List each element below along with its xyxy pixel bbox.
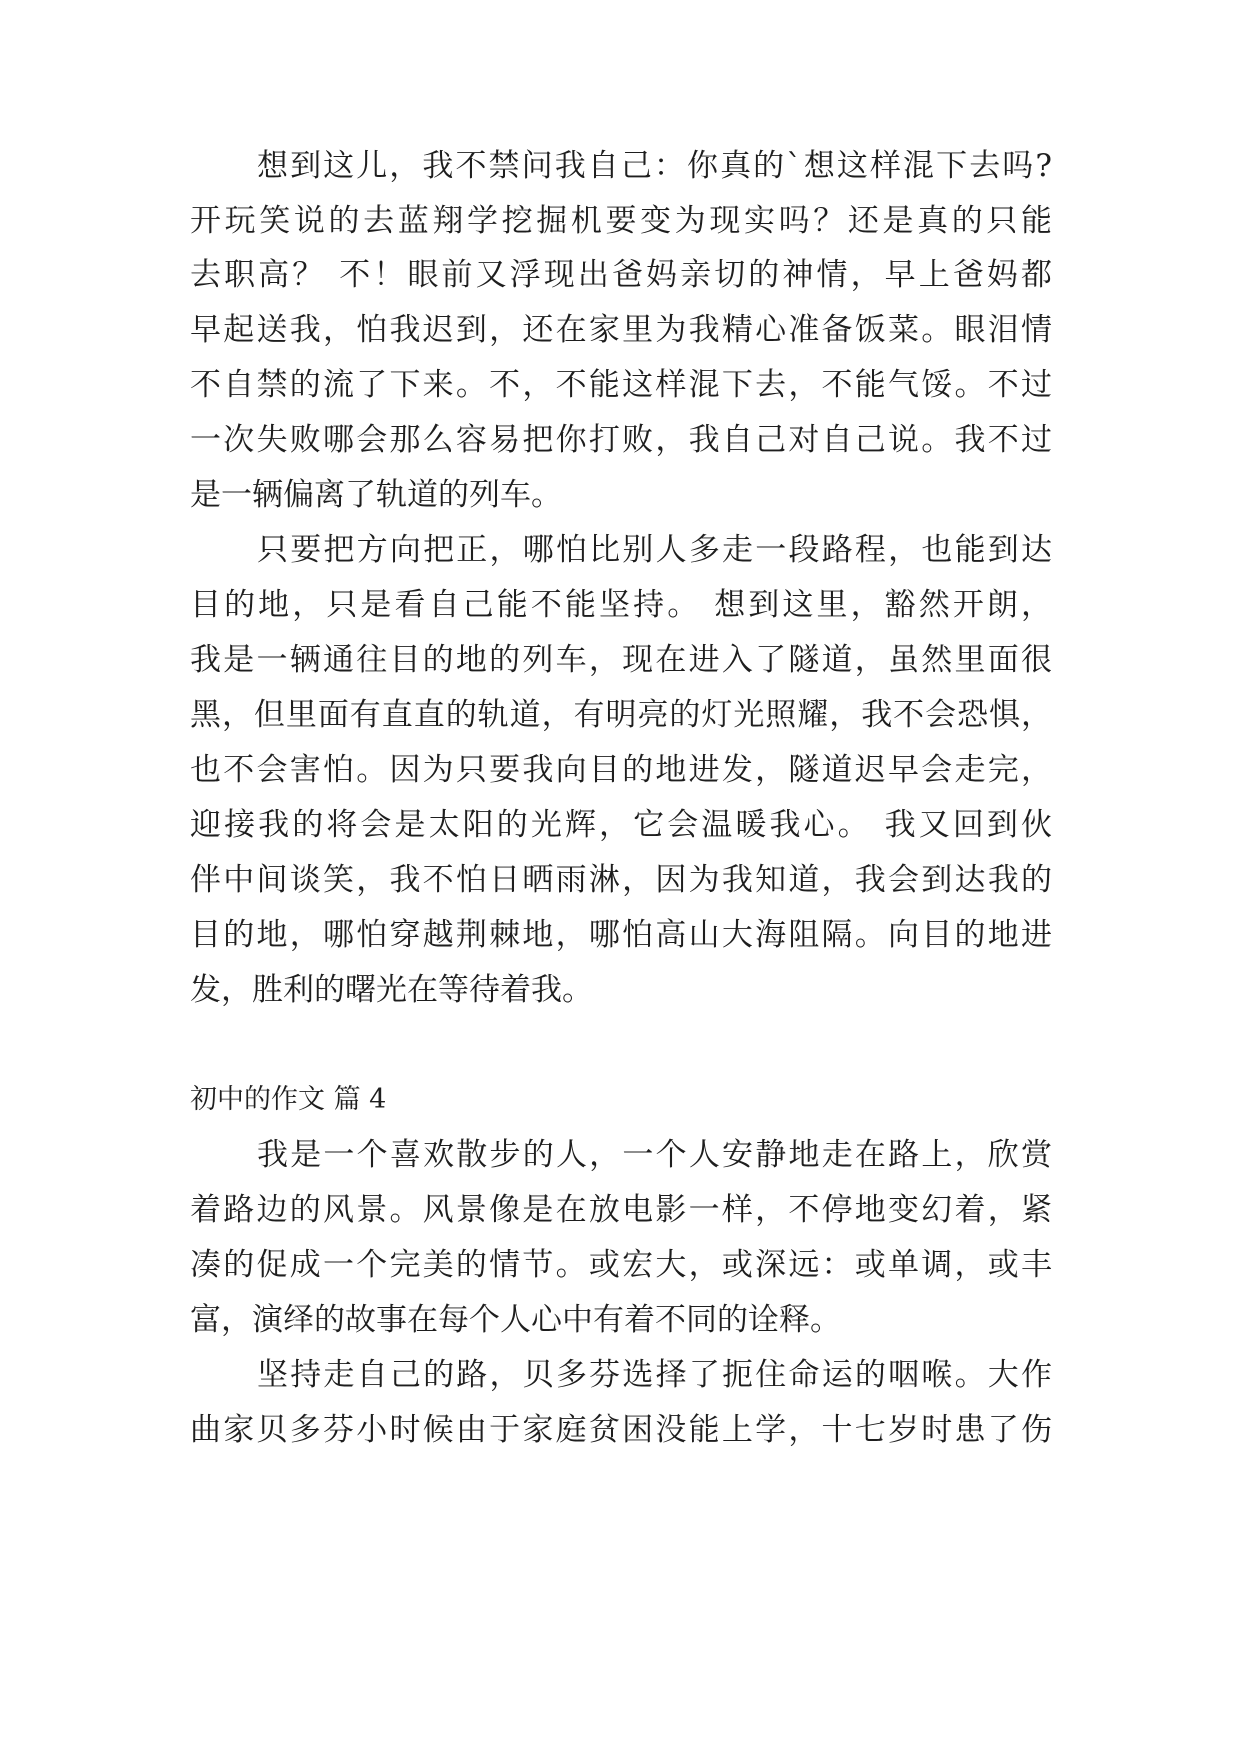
paragraph-line: 富，演绎的故事在每个人心中有着不同的诠释。 [190, 1302, 841, 1338]
section-heading: 初中的作文 篇 4 [190, 1084, 387, 1115]
paragraph-line: 迎接我的将会是太阳的光辉，它会温暖我心。 我又回到伙 [190, 807, 1052, 843]
paragraph-line: 坚持走自己的路，贝多芬选择了扼住命运的咽喉。大作 [257, 1357, 1052, 1393]
paragraph-line: 发，胜利的曙光在等待着我。 [190, 972, 593, 1008]
paragraph-line: 一次失败哪会那么容易把你打败，我自己对自己说。我不过 [190, 422, 1052, 458]
paragraph-line: 目的地，只是看自己能不能坚持。 想到这里，豁然开朗， [190, 587, 1052, 623]
paragraph-line: 早起送我，怕我迟到，还在家里为我精心准备饭菜。眼泪情 [190, 312, 1052, 348]
paragraph-line: 开玩笑说的去蓝翔学挖掘机要变为现实吗？还是真的只能 [190, 203, 1052, 239]
paragraph-line: 黑，但里面有直直的轨道，有明亮的灯光照耀，我不会恐惧， [190, 697, 1052, 733]
paragraph-line: 凑的促成一个完美的情节。或宏大，或深远：或单调，或丰 [190, 1247, 1052, 1283]
paragraph-line: 目的地，哪怕穿越荆棘地，哪怕高山大海阻隔。向目的地进 [190, 917, 1052, 953]
paragraph-line: 是一辆偏离了轨道的列车。 [190, 477, 562, 513]
paragraph-line: 曲家贝多芬小时候由于家庭贫困没能上学，十七岁时患了伤 [190, 1412, 1052, 1448]
paragraph-line: 也不会害怕。因为只要我向目的地进发，隧道迟早会走完， [190, 752, 1052, 788]
paragraph-line: 想到这儿，我不禁问我自己：你真的`想这样混下去吗? [257, 148, 1052, 184]
paragraph-line: 我是一个喜欢散步的人，一个人安静地走在路上，欣赏 [257, 1137, 1052, 1173]
paragraph-line: 我是一辆通往目的地的列车，现在进入了隧道，虽然里面很 [190, 642, 1052, 678]
paragraph-line: 去职高？ 不！眼前又浮现出爸妈亲切的神情，早上爸妈都 [190, 257, 1052, 293]
paragraph-line: 着路边的风景。风景像是在放电影一样，不停地变幻着，紧 [190, 1192, 1052, 1228]
paragraph-line: 只要把方向把正，哪怕比别人多走一段路程，也能到达 [257, 532, 1052, 568]
paragraph-line: 不自禁的流了下来。不，不能这样混下去，不能气馁。不过 [190, 367, 1052, 403]
paragraph-line: 伴中间谈笑，我不怕日晒雨淋，因为我知道，我会到达我的 [190, 862, 1052, 898]
